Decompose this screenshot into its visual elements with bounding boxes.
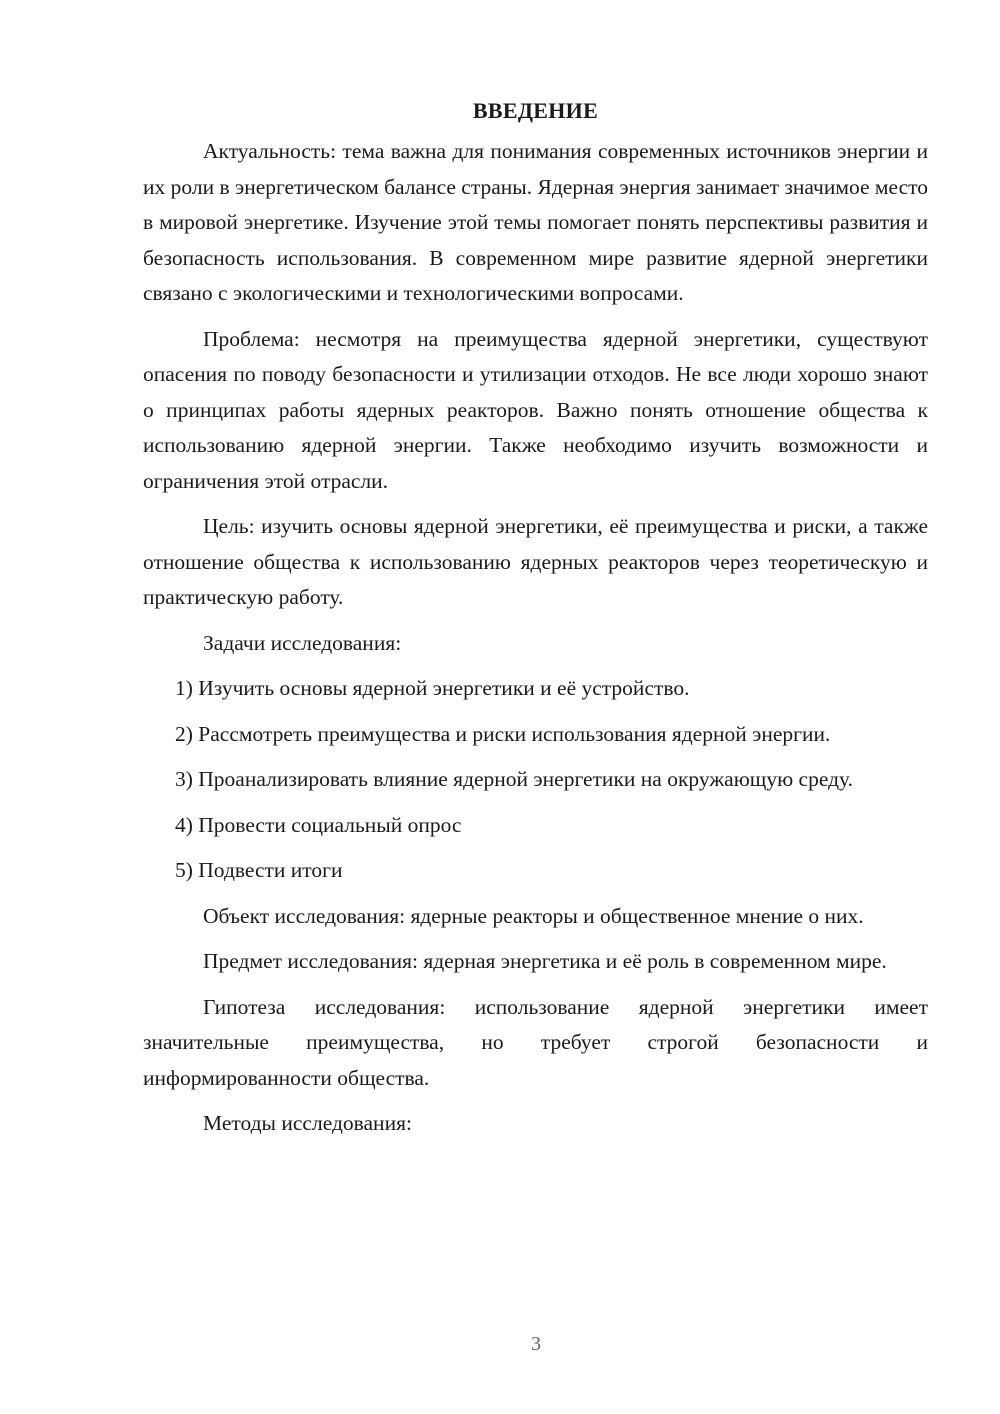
- section-title: ВВЕДЕНИЕ: [472, 98, 599, 123]
- paragraph-hypothesis: Гипотеза исследования: использование ядерной энергетики имеет значительные преимущества, но требует строгой безопасности и информированности общества.: [143, 994, 928, 1090]
- paragraph-relevance: Актуальность: тема важна для понимания современных источников энергии и их роли в энергетическом балансе страны. Ядерная энергия занимает значимое место в мировой энергетике. Изучение этой темы помогает понять перспективы развития и безопасность использования. В современном мире развитие ядерной энергетики связано с экологическими и технологическими вопросами.: [143, 139, 928, 305]
- page-content: [143, 96, 928, 1152]
- task-item-3: 3) Проанализировать влияние ядерной энергетики на окружающую среду.: [175, 767, 853, 791]
- paragraph-methods: Методы исследования:: [203, 1111, 412, 1135]
- task-item-5: 5) Подвести итоги: [175, 858, 343, 882]
- task-item-2: 2) Рассмотреть преимущества и риски использования ядерной энергии.: [175, 721, 831, 746]
- paragraph-goal: Цель: изучить основы ядерной энергетики, её преимущества и риски, а также отношение общества к использованию ядерных реакторов через теоретическую и практическую работу.: [143, 514, 928, 609]
- paragraph-object: Объект исследования: ядерные реакторы и общественное мнение о них.: [203, 903, 864, 928]
- page-number: 3: [531, 1333, 541, 1355]
- paragraph-subject: Предмет исследования: ядерная энергетика и её роль в современном мире.: [203, 949, 887, 973]
- task-item-1: 1) Изучить основы ядерной энергетики и её устройство.: [175, 676, 690, 700]
- paragraph-problem: Проблема: несмотря на преимущества ядерной энергетики, существуют опасения по поводу безопасности и утилизации отходов. Не все люди хорошо знают о принципах работы ядерных реакторов. Важно понять отношение общества к использованию ядерной энергии. Также необходимо изучить возможности и ограничения этой отрасли.: [143, 326, 928, 493]
- task-item-4: 4) Провести социальный опрос: [175, 812, 462, 837]
- paragraph-tasks-heading: Задачи исследования:: [203, 630, 402, 655]
